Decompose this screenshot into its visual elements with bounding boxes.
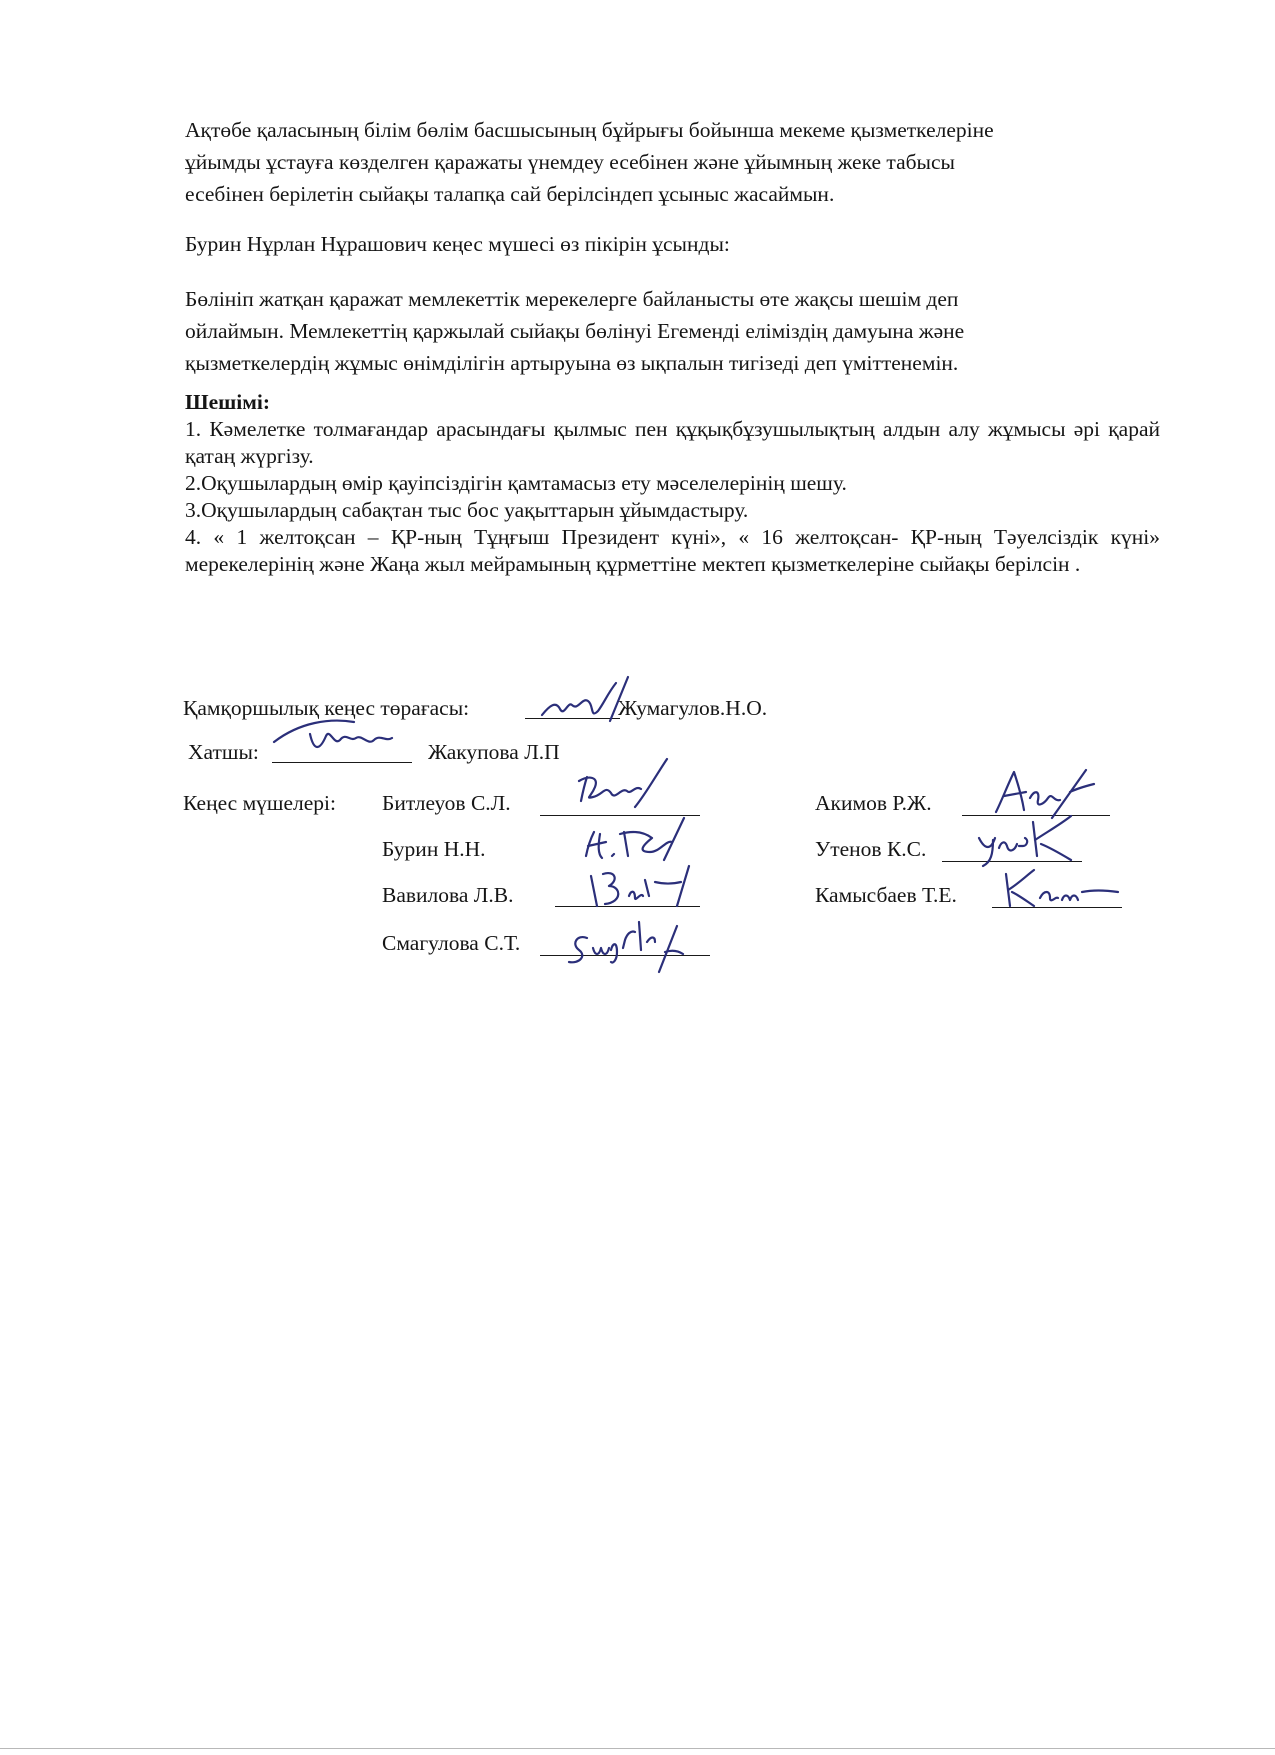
member-signature [575, 755, 695, 820]
decision-item: 3.Оқушылардың сабақтан тыс бос уақыттарын ұйымдастыру. [185, 498, 749, 522]
member-name: Акимов Р.Ж. [815, 791, 932, 815]
text-line: Бөлініп жатқан қаражат мемлекеттік мерекелерге байланысты өте жақсы шешім деп [185, 287, 959, 311]
secretary-label: Хатшы: [188, 740, 259, 764]
member-signature [565, 912, 705, 982]
member-name: Смагулова С.Т. [382, 931, 521, 955]
member-name: Камысбаев Т.Е. [815, 883, 957, 907]
member-name: Утенов К.С. [815, 837, 927, 861]
member-name: Вавилова Л.В. [382, 883, 514, 907]
text-line: есебінен берілетін сыйақы талапқа сай берілсіндеп ұсыныс жасаймын. [185, 182, 835, 206]
secretary-signature [270, 712, 400, 764]
member-name: Битлеуов С.Л. [382, 791, 511, 815]
secretary-name: Жакупова Л.П [428, 740, 560, 764]
members-label: Кеңес мүшелері: [183, 791, 336, 815]
decision-item: 4. « 1 желтоқсан – ҚР-ның Тұңғыш Президент күні», « 16 желтоқсан- ҚР-ның Тәуелсіздік күні» мерекелерінің және Жаңа жыл мейрамының құрметтіне мектеп қызметкелеріне сыйақы берілсін . [185, 525, 1160, 576]
text-line: ойлаймын. Мемлекеттің қаржылай сыйақы бөлінуі Егеменді еліміздің дамуына және [185, 319, 965, 343]
decision-section [185, 389, 1160, 578]
scan-edge [0, 1748, 1275, 1749]
paragraph-opinion [185, 283, 1145, 379]
text-line: Ақтөбе қаласының білім бөлім басшысының бұйрығы бойынша мекеме қызметкелеріне [185, 118, 994, 142]
decision-title: Шешімі: [185, 390, 271, 414]
text-line: ұйымды ұстауға көзделген қаражаты үнемдеу есебінен және ұйымның жеке табысы [185, 150, 955, 174]
decision-item: 1. Кәмелетке толмағандар арасындағы қылмыс пен құқықбұзушылықтың алдын алу жұмысы әрі қарай қатаң жүргізу. [185, 417, 1160, 468]
paragraph-proposal [185, 114, 1145, 210]
text-line: қызметкелердің жұмыс өнімділігін артыруына өз ықпалын тигізеді деп үміттенемін. [185, 351, 959, 375]
chair-name: Жумагулов.Н.О. [618, 696, 768, 720]
decision-item: 2.Оқушылардың өмір қауіпсіздігін қамтамасыз ету мәселелерінің шешу. [185, 471, 847, 495]
member-signature [1000, 862, 1125, 918]
paragraph-speaker: Бурин Нұрлан Нұрашович кеңес мүшесі өз пікірін ұсынды: [185, 232, 730, 256]
member-name: Бурин Н.Н. [382, 837, 486, 861]
chair-label: Қамқоршылық кеңес төрағасы: [183, 696, 470, 720]
